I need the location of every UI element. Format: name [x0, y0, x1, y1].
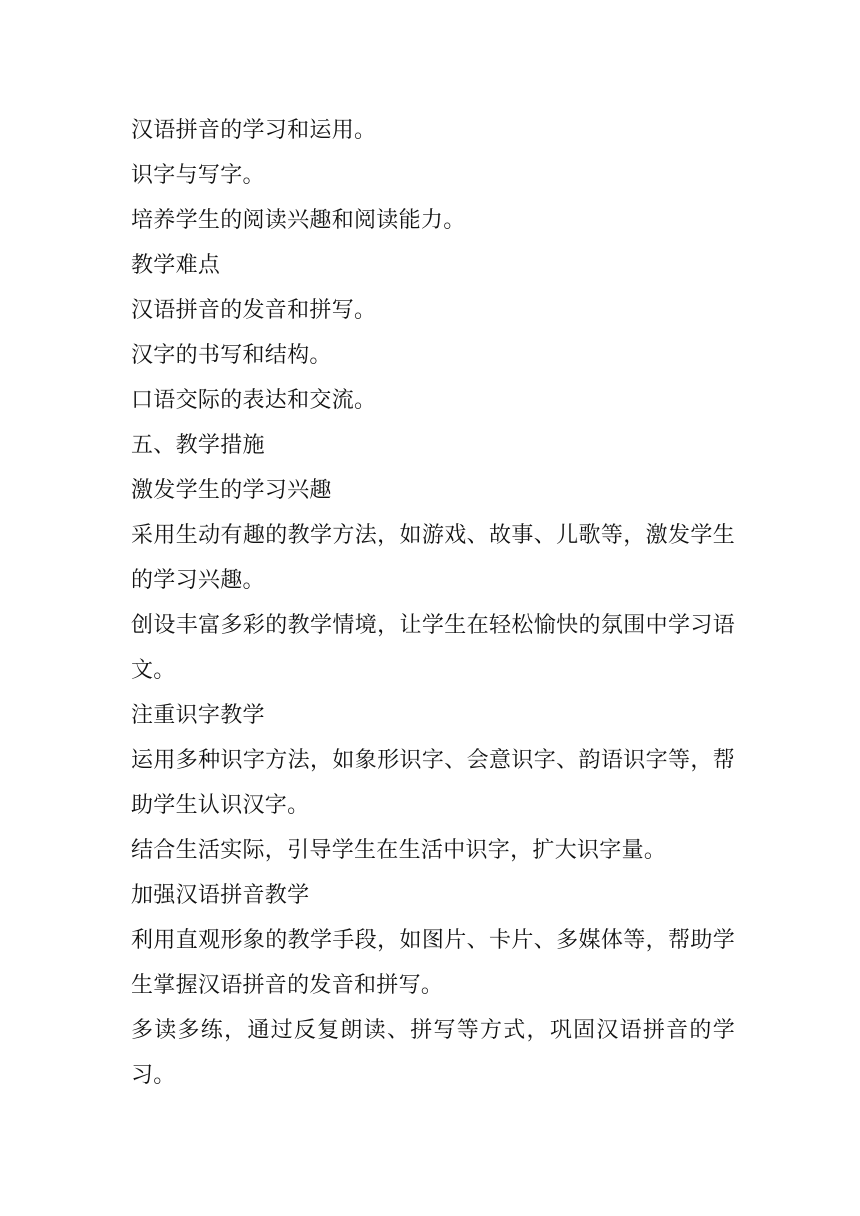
paragraph: 结合生活实际，引导学生在生活中识字，扩大识字量。	[131, 838, 667, 863]
section-subheading: 加强汉语拼音教学	[131, 883, 310, 908]
paragraph: 创设丰富多彩的教学情境，让学生在轻松愉快的氛围中学习语文。	[131, 613, 735, 683]
paragraph: 汉字的书写和结构。	[131, 343, 332, 368]
paragraph: 采用生动有趣的教学方法，如游戏、故事、儿歌等，激发学生的学习兴趣。	[131, 523, 735, 593]
paragraph: 培养学生的阅读兴趣和阅读能力。	[131, 208, 466, 233]
section-subheading: 激发学生的学习兴趣	[131, 478, 332, 503]
document-body	[131, 108, 735, 1098]
section-heading: 五、教学措施	[131, 433, 265, 458]
paragraph: 口语交际的表达和交流。	[131, 388, 377, 413]
section-subheading: 注重识字教学	[131, 703, 265, 728]
paragraph: 多读多练，通过反复朗读、拼写等方式，巩固汉语拼音的学习。	[131, 1018, 735, 1088]
paragraph: 汉语拼音的发音和拼写。	[131, 298, 377, 323]
paragraph: 识字与写字。	[131, 163, 265, 188]
paragraph: 利用直观形象的教学手段，如图片、卡片、多媒体等，帮助学生掌握汉语拼音的发音和拼写。	[131, 928, 735, 998]
paragraph: 运用多种识字方法，如象形识字、会意识字、韵语识字等，帮助学生认识汉字。	[131, 748, 735, 818]
paragraph: 汉语拼音的学习和运用。	[131, 118, 377, 143]
section-subheading: 教学难点	[131, 253, 221, 278]
